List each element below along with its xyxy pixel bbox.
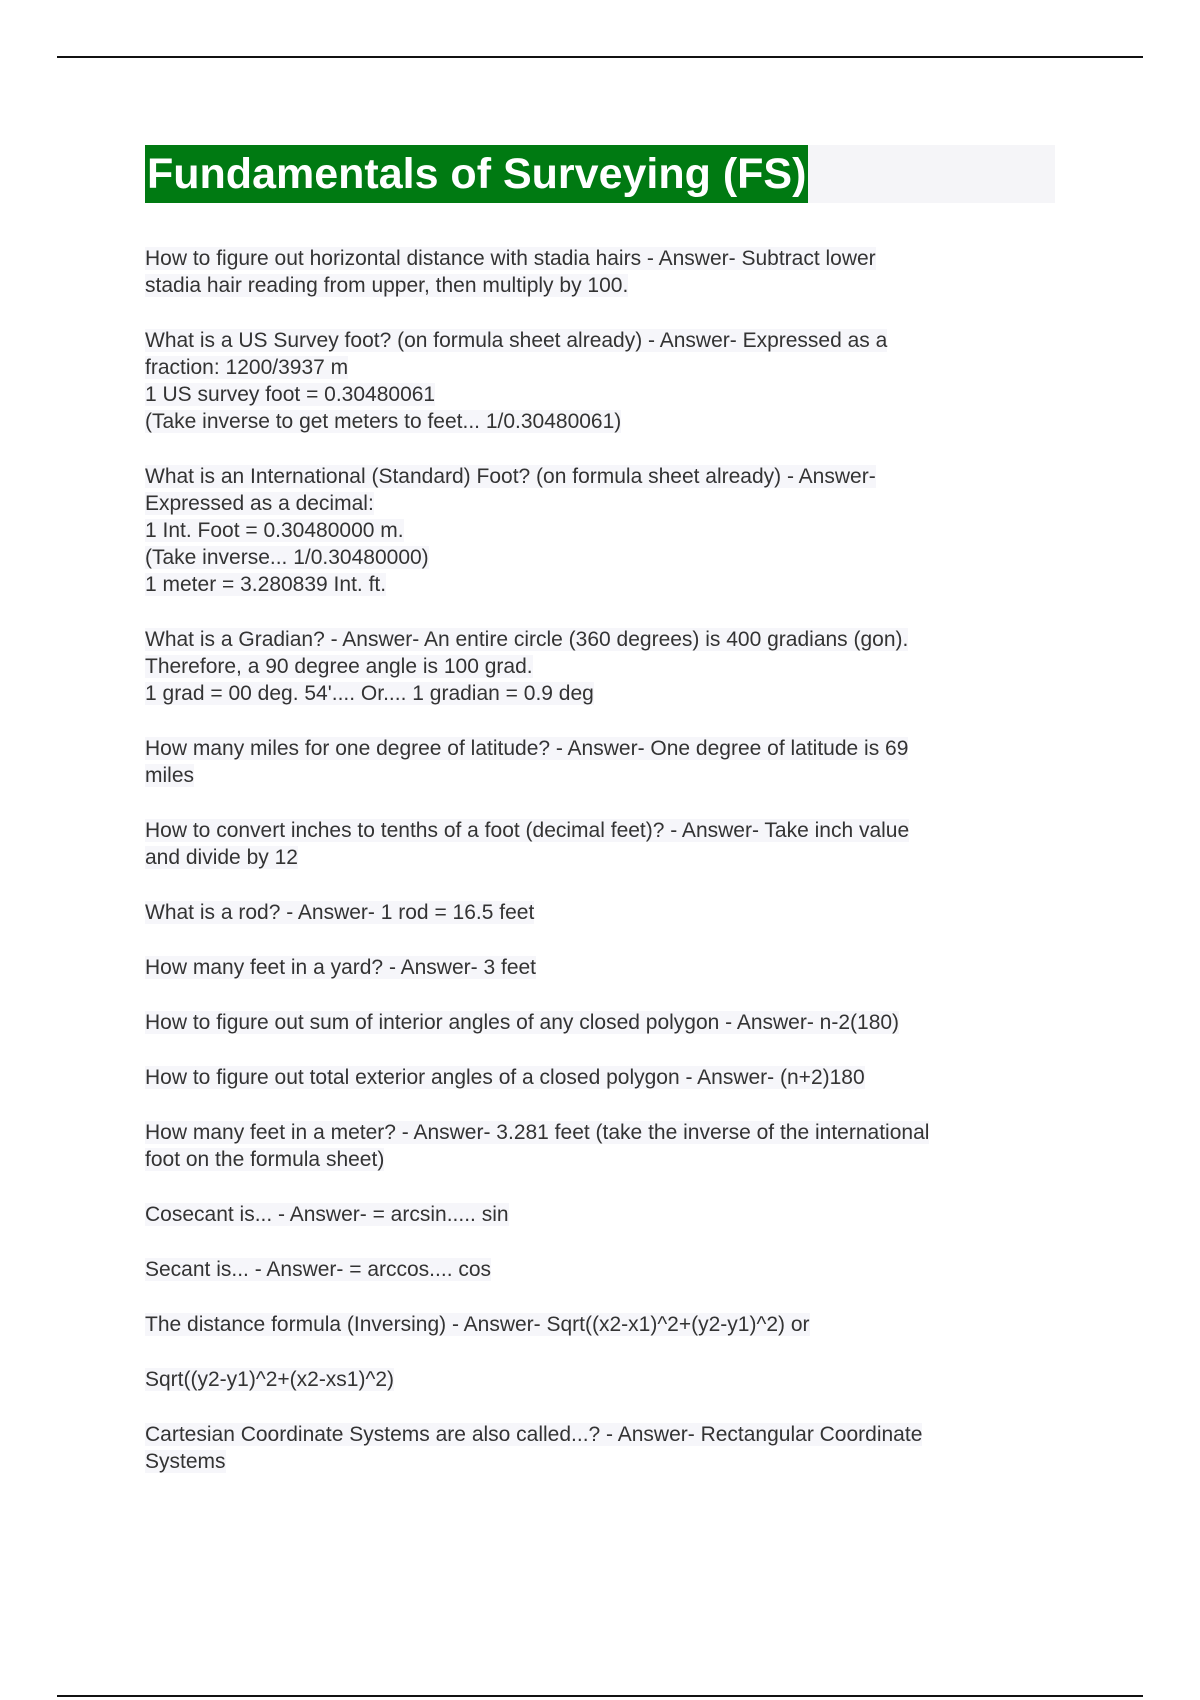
title-band — [145, 145, 1055, 203]
qa-line-text: Systems — [145, 1450, 226, 1473]
qa-line-text: Secant is... - Answer- = arccos.... cos — [145, 1258, 492, 1281]
qa-item — [145, 1119, 1055, 1173]
qa-line — [145, 245, 1055, 272]
qa-line-text: Cosecant is... - Answer- = arcsin..... sin — [145, 1203, 509, 1226]
qa-line — [145, 1009, 1055, 1036]
qa-line-text: How many miles for one degree of latitude? - Answer- One degree of latitude is 69 — [145, 737, 909, 760]
qa-line — [145, 517, 1055, 544]
qa-line-text: (Take inverse... 1/0.30480000) — [145, 546, 429, 569]
qa-item — [145, 1311, 1055, 1338]
qa-line — [145, 954, 1055, 981]
qa-line-text: miles — [145, 764, 195, 787]
qa-item — [145, 1421, 1055, 1475]
qa-line-text: How many feet in a meter? - Answer- 3.281 feet (take the inverse of the international — [145, 1121, 930, 1144]
qa-line — [145, 899, 1055, 926]
qa-item — [145, 735, 1055, 789]
qa-line-text: What is an International (Standard) Foot? (on formula sheet already) - Answer- — [145, 465, 876, 488]
bottom-rule — [57, 1695, 1143, 1697]
qa-item — [145, 1201, 1055, 1228]
qa-line — [145, 762, 1055, 789]
qa-line-text: 1 meter = 3.280839 Int. ft. — [145, 573, 387, 596]
qa-line — [145, 735, 1055, 762]
qa-line-text: 1 US survey foot = 0.30480061 — [145, 383, 436, 406]
qa-line-text: How to convert inches to tenths of a foot (decimal feet)? - Answer- Take inch value — [145, 819, 910, 842]
qa-list — [145, 245, 1055, 1475]
qa-line — [145, 1366, 1055, 1393]
document-title: Fundamentals of Surveying (FS) — [145, 145, 808, 203]
qa-line — [145, 272, 1055, 299]
qa-line — [145, 844, 1055, 871]
document-body — [145, 145, 1055, 1503]
qa-line-text: 1 grad = 00 deg. 54'.... Or.... 1 gradian = 0.9 deg — [145, 682, 594, 705]
qa-line — [145, 1421, 1055, 1448]
qa-line-text: What is a Gradian? - Answer- An entire circle (360 degrees) is 400 gradians (gon). — [145, 628, 909, 651]
qa-line-text: Sqrt((y2-y1)^2+(x2-xs1)^2) — [145, 1368, 395, 1391]
qa-line — [145, 1201, 1055, 1228]
qa-line — [145, 626, 1055, 653]
qa-line — [145, 653, 1055, 680]
qa-line — [145, 1311, 1055, 1338]
qa-line-text: How to figure out total exterior angles of a closed polygon - Answer- (n+2)180 — [145, 1066, 865, 1089]
qa-line-text: How many feet in a yard? - Answer- 3 feet — [145, 956, 537, 979]
qa-line — [145, 381, 1055, 408]
qa-line-text: What is a rod? - Answer- 1 rod = 16.5 feet — [145, 901, 535, 924]
qa-line-text: 1 Int. Foot = 0.30480000 m. — [145, 519, 404, 542]
qa-line — [145, 817, 1055, 844]
qa-line-text: Cartesian Coordinate Systems are also called...? - Answer- Rectangular Coordinate — [145, 1423, 923, 1446]
qa-line-text: fraction: 1200/3937 m — [145, 356, 349, 379]
qa-item — [145, 1009, 1055, 1036]
qa-line — [145, 1064, 1055, 1091]
qa-line-text: How to figure out sum of interior angles of any closed polygon - Answer- n-2(180) — [145, 1011, 900, 1034]
qa-line — [145, 1256, 1055, 1283]
qa-line-text: and divide by 12 — [145, 846, 298, 869]
qa-item — [145, 817, 1055, 871]
qa-line-text: The distance formula (Inversing) - Answer- Sqrt((x2-x1)^2+(y2-y1)^2) or — [145, 1313, 810, 1336]
qa-line — [145, 1146, 1055, 1173]
qa-line — [145, 571, 1055, 598]
qa-line — [145, 463, 1055, 490]
qa-line-text: stadia hair reading from upper, then multiply by 100. — [145, 274, 629, 297]
qa-line-text: How to figure out horizontal distance with stadia hairs - Answer- Subtract lower — [145, 247, 876, 270]
top-rule — [57, 56, 1143, 58]
qa-line — [145, 408, 1055, 435]
qa-line-text: foot on the formula sheet) — [145, 1148, 385, 1171]
qa-item — [145, 463, 1055, 598]
qa-line-text: Therefore, a 90 degree angle is 100 grad. — [145, 655, 533, 678]
qa-line — [145, 1119, 1055, 1146]
qa-item — [145, 954, 1055, 981]
qa-line-text: What is a US Survey foot? (on formula sheet already) - Answer- Expressed as a — [145, 329, 888, 352]
qa-line-text: Expressed as a decimal: — [145, 492, 374, 515]
qa-item — [145, 245, 1055, 299]
qa-item — [145, 1256, 1055, 1283]
qa-item — [145, 1064, 1055, 1091]
qa-line — [145, 1448, 1055, 1475]
qa-line — [145, 544, 1055, 571]
qa-item — [145, 1366, 1055, 1393]
qa-line-text: (Take inverse to get meters to feet... 1/0.30480061) — [145, 410, 622, 433]
qa-line — [145, 327, 1055, 354]
qa-line — [145, 680, 1055, 707]
qa-item — [145, 899, 1055, 926]
qa-item — [145, 327, 1055, 435]
qa-item — [145, 626, 1055, 707]
qa-line — [145, 490, 1055, 517]
qa-line — [145, 354, 1055, 381]
